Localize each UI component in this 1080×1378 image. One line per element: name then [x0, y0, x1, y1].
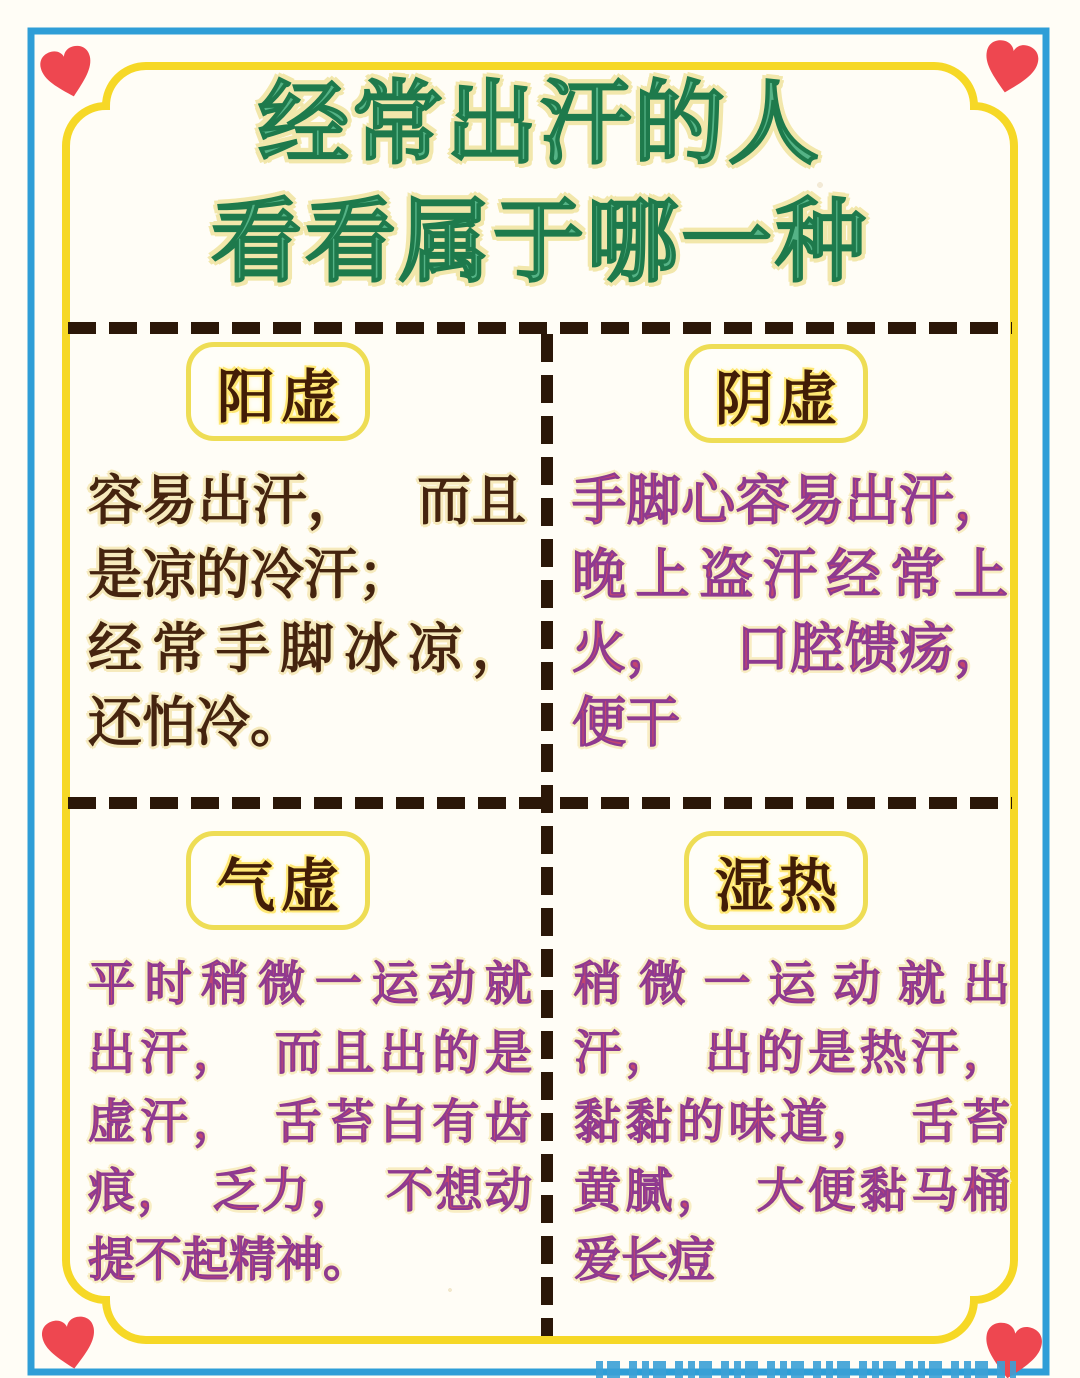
- quadrant-shire-body: [574, 950, 1010, 1295]
- text-line: 出汗， 而且出的是: [88, 1026, 532, 1081]
- text-line: 还怕冷。: [88, 691, 304, 754]
- title-line-2: 看看属于哪一种: [210, 190, 869, 295]
- label-qixu: [186, 831, 370, 930]
- page-title: [0, 66, 1080, 302]
- text-line: 晚上盗汗经常上: [572, 543, 1008, 606]
- text-line: 汗， 出的是热汗，: [574, 1026, 1010, 1081]
- label-shire: [684, 831, 868, 930]
- label-yinxu: [684, 344, 868, 443]
- title-line-1: 经常出汗的人: [257, 72, 822, 177]
- text-line: 黄腻， 大便黏马桶: [574, 1164, 1010, 1219]
- text-line: 容易出汗， 而且: [88, 469, 526, 532]
- quadrant-yinxu-body: [572, 464, 1008, 760]
- label-text: 湿热: [714, 851, 843, 920]
- text-line: 平时稍微一运动就: [88, 957, 532, 1012]
- label-text: 阴虚: [714, 364, 843, 433]
- text-line: 稍微一运动就出: [574, 957, 1010, 1012]
- quadrant-qixu-body: [88, 950, 532, 1295]
- label-text: 气虚: [216, 851, 345, 920]
- text-line: 经常手脚冰凉，: [88, 617, 526, 680]
- bottom-watermark-cutoff: [596, 1361, 1016, 1378]
- text-line: 虚汗， 舌苔白有齿: [88, 1095, 532, 1150]
- text-line: 便干: [572, 691, 680, 754]
- text-line: 黏黏的味道， 舌苔: [574, 1095, 1010, 1150]
- text-line: 痕， 乏力， 不想动: [88, 1164, 532, 1219]
- heart-icon: [40, 1314, 100, 1373]
- label-yangxu: [186, 342, 370, 441]
- quadrant-yangxu-body: [88, 464, 526, 760]
- text-line: 是凉的冷汗；: [88, 543, 412, 606]
- text-line: 火， 口腔馈疡，: [572, 617, 1008, 680]
- label-text: 阳虚: [216, 362, 345, 431]
- text-line: 手脚心容易出汗，: [572, 469, 1008, 532]
- text-line: 提不起精神。: [88, 1233, 370, 1288]
- text-line: 爱长痘: [574, 1233, 715, 1288]
